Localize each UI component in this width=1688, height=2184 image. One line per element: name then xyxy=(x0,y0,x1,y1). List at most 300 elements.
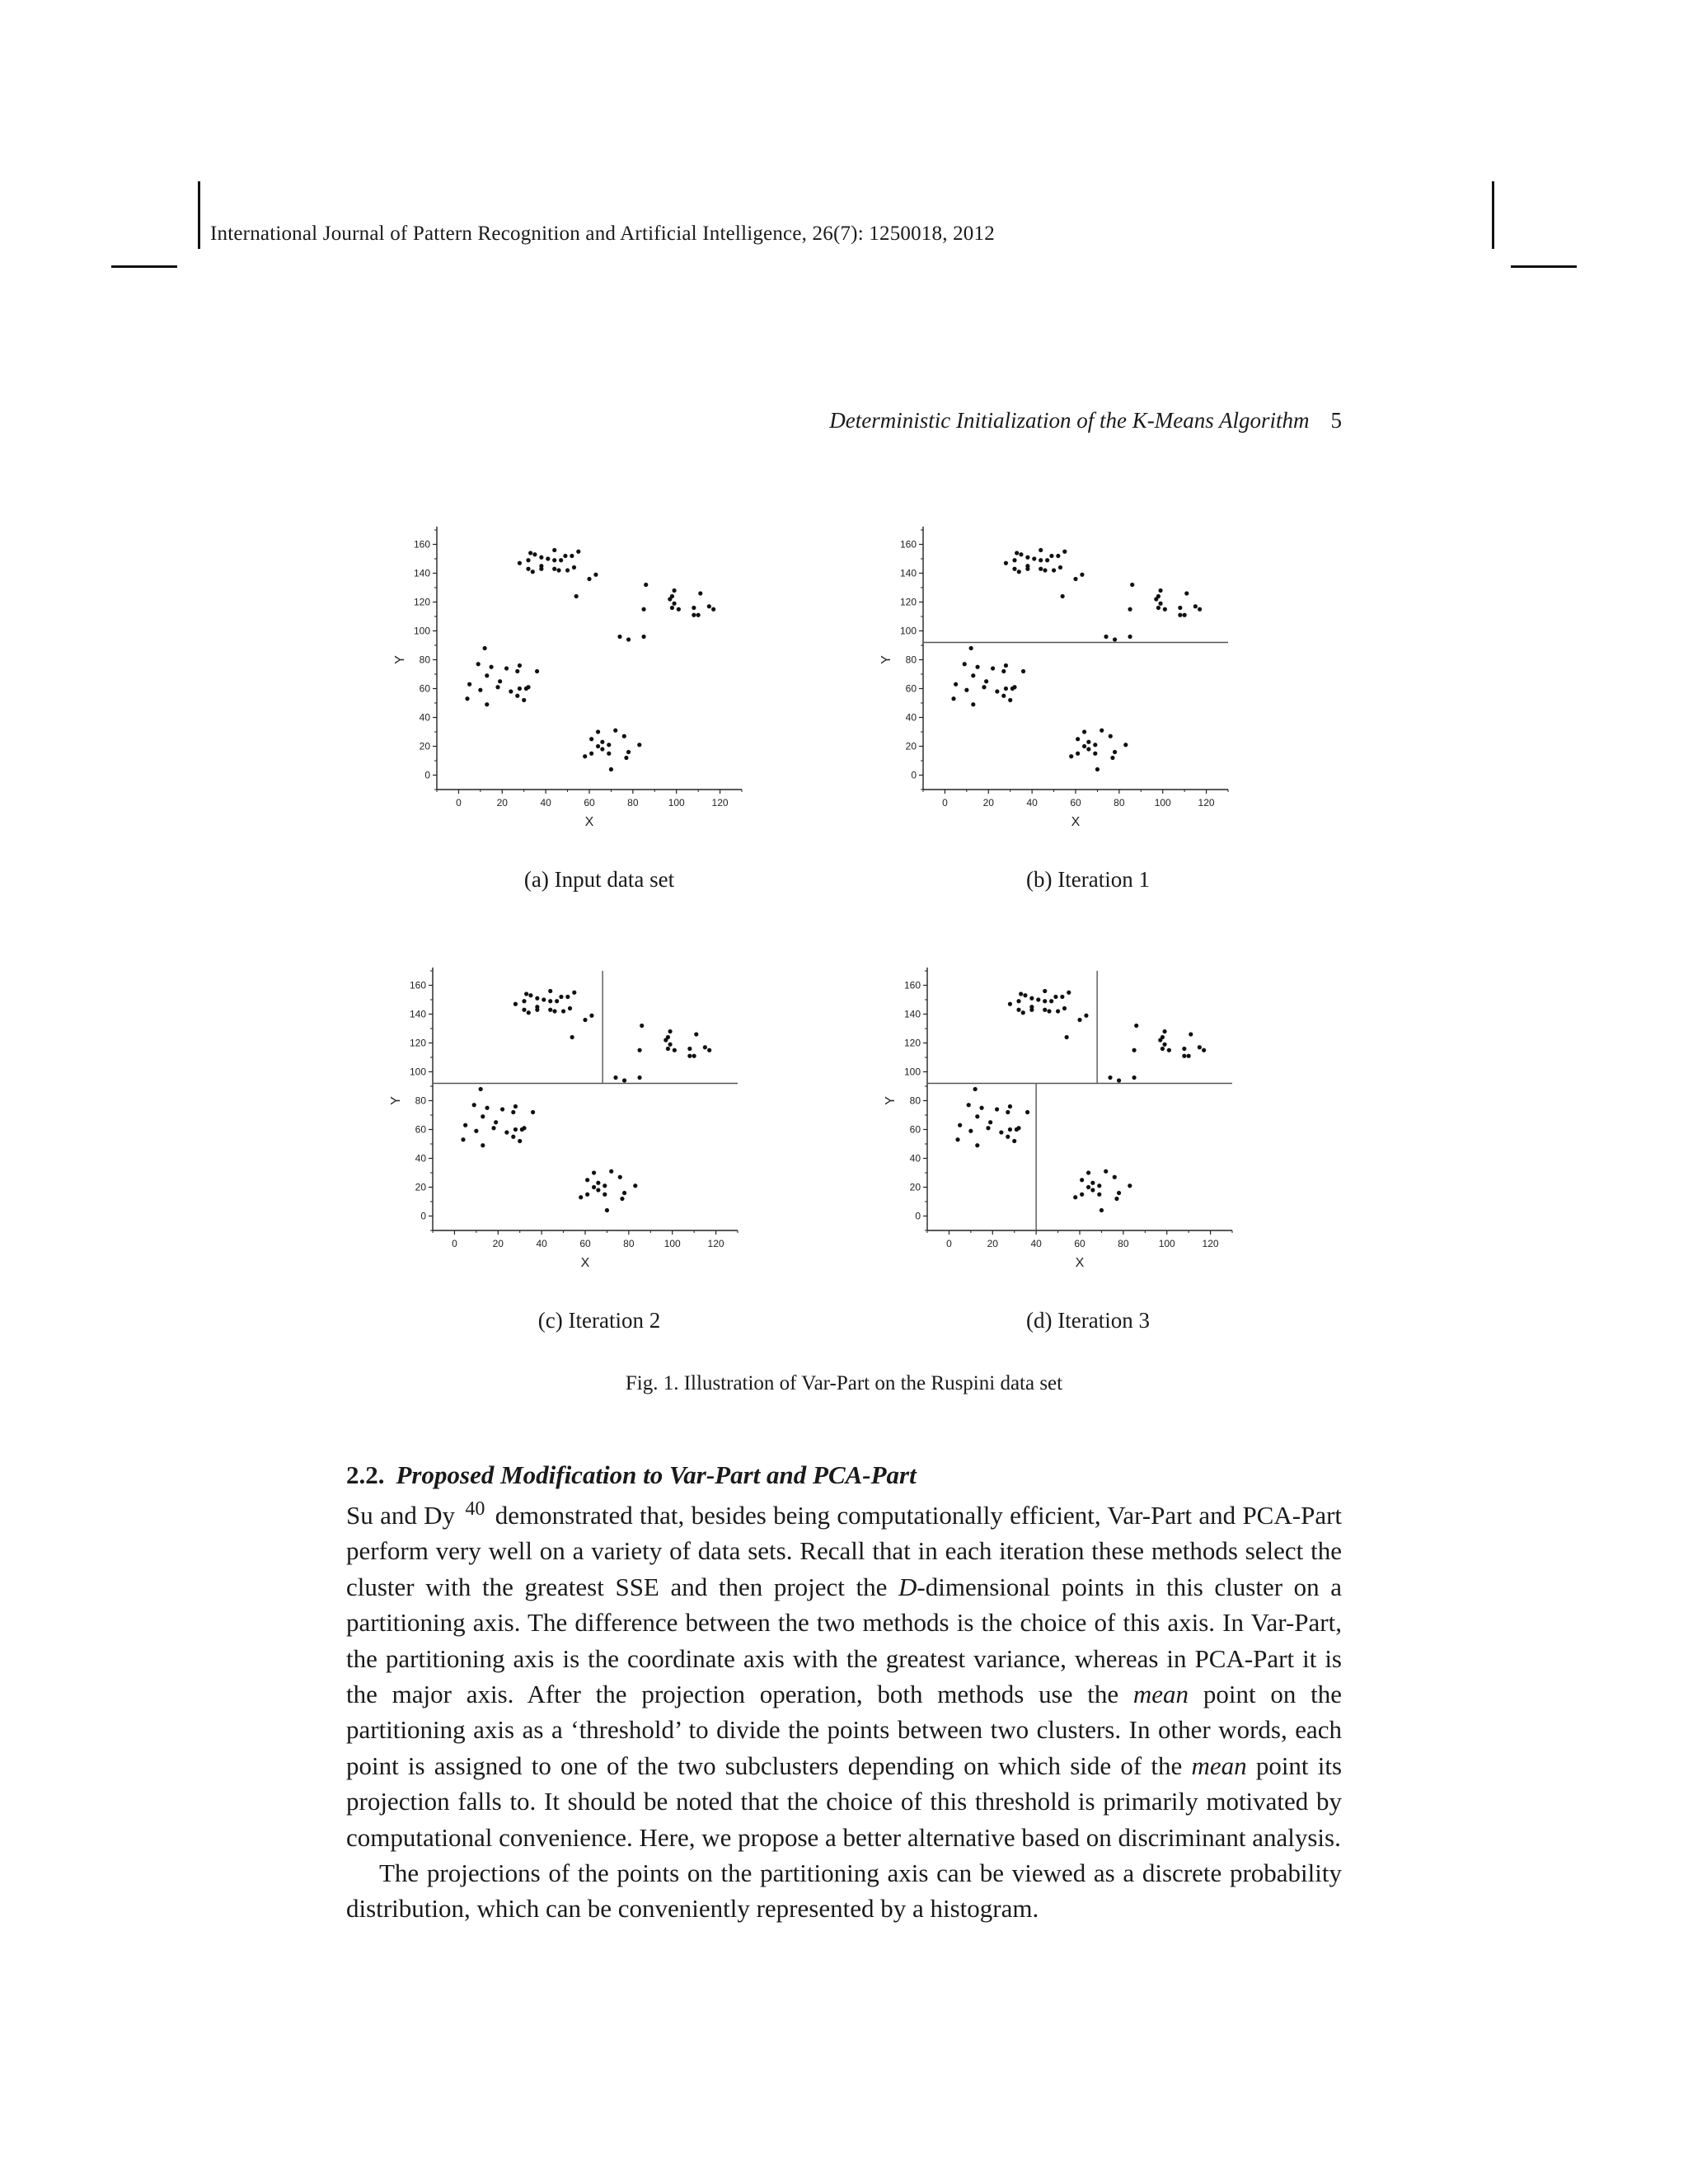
data-point xyxy=(1017,569,1021,574)
data-point xyxy=(1069,754,1073,758)
data-point xyxy=(572,991,576,995)
data-point xyxy=(644,583,648,587)
data-point xyxy=(637,743,641,747)
data-point xyxy=(969,646,973,650)
data-point xyxy=(626,750,631,754)
data-point xyxy=(524,991,528,996)
data-point xyxy=(1202,1048,1206,1052)
data-point xyxy=(1114,1197,1118,1201)
data-point xyxy=(1039,558,1043,562)
subcaption-b: (b) Iteration 1 xyxy=(1026,867,1150,892)
data-point xyxy=(1117,1191,1121,1195)
data-point xyxy=(532,552,537,556)
y-tick-label: 0 xyxy=(420,1210,426,1222)
data-point xyxy=(572,565,576,569)
y-tick-label: 60 xyxy=(419,682,430,695)
data-point xyxy=(1039,567,1043,571)
data-point xyxy=(476,662,481,666)
data-point xyxy=(526,558,530,562)
data-point xyxy=(1067,991,1071,995)
data-point xyxy=(1039,548,1043,552)
y-tick-label: 80 xyxy=(909,1094,921,1107)
y-tick-label: 80 xyxy=(905,654,917,666)
y-tick-label: 80 xyxy=(415,1094,426,1107)
x-tick-label: 60 xyxy=(584,797,595,808)
data-point xyxy=(975,1114,979,1118)
data-point xyxy=(1043,989,1047,993)
x-tick-label: 100 xyxy=(668,797,685,808)
y-axis-label: Y xyxy=(393,655,407,664)
data-point xyxy=(964,688,968,692)
y-tick-label: 20 xyxy=(415,1181,426,1193)
data-point xyxy=(1082,744,1086,748)
x-axis-label: X xyxy=(584,815,594,829)
text-run: -dimensional points in this cluster on a partitioning axis. The difference between the two methods is the choice of this axis. In Var-Part, the partitioning axis is the coordinate axis with the greatest variance, whereas in PCA-Part it is the major axis. After the projection operation, both methods use the xyxy=(346,1572,1343,1709)
data-point xyxy=(1016,1008,1020,1012)
data-point xyxy=(1056,554,1060,558)
data-point xyxy=(1104,635,1108,639)
data-point xyxy=(641,607,645,612)
data-point xyxy=(589,752,593,756)
data-point xyxy=(668,1029,672,1033)
y-tick-label: 100 xyxy=(409,1066,426,1078)
data-point xyxy=(465,696,469,701)
data-point xyxy=(559,558,563,562)
data-point xyxy=(596,1181,600,1185)
x-tick-label: 120 xyxy=(711,797,729,808)
y-tick-label: 160 xyxy=(413,538,430,551)
x-tick-label: 100 xyxy=(1154,797,1171,808)
data-point xyxy=(1167,1048,1171,1052)
x-axis-label: X xyxy=(1071,815,1081,829)
data-point xyxy=(513,1104,518,1108)
data-point xyxy=(1086,740,1090,744)
data-point xyxy=(1016,1126,1020,1130)
data-point xyxy=(1073,1195,1077,1199)
data-point xyxy=(589,737,593,741)
data-point xyxy=(552,567,556,571)
data-point xyxy=(991,666,995,670)
x-tick-label: 0 xyxy=(452,1238,457,1249)
x-tick-label: 20 xyxy=(982,797,994,808)
data-point xyxy=(518,687,522,691)
data-point xyxy=(967,1103,971,1107)
data-point xyxy=(986,1126,990,1130)
data-point xyxy=(1012,567,1016,571)
data-point xyxy=(1163,607,1167,612)
data-point xyxy=(988,1120,992,1124)
data-point xyxy=(1062,1006,1067,1010)
data-point xyxy=(1187,1054,1191,1058)
x-tick-label: 80 xyxy=(1114,797,1125,808)
data-point xyxy=(1132,1076,1136,1080)
data-point xyxy=(692,606,696,610)
scatter-svg-a xyxy=(387,515,783,845)
y-tick-label: 160 xyxy=(903,979,921,991)
data-point xyxy=(622,734,626,738)
data-point xyxy=(600,747,604,751)
x-tick-label: 20 xyxy=(496,797,508,808)
y-tick-label: 80 xyxy=(419,654,430,666)
data-point xyxy=(692,1054,696,1058)
y-tick-label: 0 xyxy=(424,769,430,781)
data-point xyxy=(576,550,580,554)
text-run: Su and Dy xyxy=(346,1501,456,1530)
data-point xyxy=(1086,1170,1090,1174)
data-point xyxy=(1060,995,1064,999)
data-point xyxy=(548,989,552,993)
y-axis-label: Y xyxy=(389,1096,403,1105)
reference-40: 40 xyxy=(465,1498,485,1520)
data-point xyxy=(954,682,958,687)
data-point xyxy=(703,1045,707,1049)
data-point xyxy=(535,669,539,673)
data-point xyxy=(1032,556,1036,560)
y-tick-label: 160 xyxy=(409,979,426,991)
text-run: point its projection falls to. It should be noted that the choice of this threshold is primarily motivated by computational convenience. Here, we propose a better alternative based on discriminant analysis. xyxy=(346,1750,1343,1852)
data-point xyxy=(1082,729,1086,733)
data-point xyxy=(531,569,535,574)
data-point xyxy=(467,682,471,687)
data-point xyxy=(603,1193,607,1197)
data-point xyxy=(1053,995,1057,999)
y-tick-label: 140 xyxy=(409,1008,426,1020)
data-point xyxy=(596,729,600,733)
data-point xyxy=(1128,1183,1132,1188)
x-tick-label: 120 xyxy=(1198,797,1215,808)
data-point xyxy=(1076,752,1080,756)
data-point xyxy=(1132,1048,1136,1052)
data-point xyxy=(1006,1135,1010,1139)
data-point xyxy=(526,685,530,689)
x-tick-label: 100 xyxy=(663,1238,681,1249)
x-tick-label: 120 xyxy=(707,1238,724,1249)
data-point xyxy=(1162,1029,1166,1033)
data-point xyxy=(618,1175,622,1179)
data-point xyxy=(666,1047,670,1051)
data-point xyxy=(491,1126,495,1130)
data-point xyxy=(592,1185,596,1189)
data-point xyxy=(1080,573,1084,577)
data-point xyxy=(483,646,487,650)
data-point xyxy=(637,1076,641,1080)
x-tick-label: 40 xyxy=(1026,797,1038,808)
data-point xyxy=(1113,1175,1117,1179)
data-point xyxy=(1090,1188,1095,1192)
x-tick-label: 100 xyxy=(1158,1238,1175,1249)
data-point xyxy=(1045,558,1049,562)
data-point xyxy=(511,1110,515,1114)
data-point xyxy=(1080,1193,1084,1197)
data-point xyxy=(587,577,591,581)
scatter-svg-c xyxy=(383,956,779,1286)
paragraph-1 xyxy=(346,1497,1342,1855)
data-point xyxy=(677,607,681,612)
data-point xyxy=(1008,1127,1012,1132)
data-point xyxy=(478,688,482,692)
data-point xyxy=(527,1010,531,1015)
scatter-plot-d xyxy=(878,956,1273,1286)
data-point xyxy=(515,669,519,673)
data-point xyxy=(605,1208,609,1212)
data-point xyxy=(1128,635,1132,639)
x-tick-label: 120 xyxy=(1202,1238,1219,1249)
data-point xyxy=(617,635,621,639)
emph-mean: mean xyxy=(1132,1680,1189,1709)
subcaption-c: (c) Iteration 2 xyxy=(537,1308,661,1333)
data-point xyxy=(489,665,493,669)
y-tick-label: 120 xyxy=(413,596,430,608)
data-point xyxy=(1058,565,1062,569)
y-tick-label: 120 xyxy=(903,1037,921,1049)
data-point xyxy=(1043,568,1047,572)
section-number: 2.2. xyxy=(346,1460,385,1489)
figure-caption: Fig. 1. Illustration of Var-Part on the Ruspini data set xyxy=(625,1372,1063,1394)
data-point xyxy=(565,995,570,999)
y-tick-label: 20 xyxy=(909,1181,921,1193)
data-point xyxy=(963,662,967,666)
data-point xyxy=(607,752,611,756)
data-point xyxy=(500,1107,504,1111)
data-point xyxy=(1084,1014,1088,1018)
data-point xyxy=(463,1123,467,1127)
data-point xyxy=(485,673,489,677)
y-tick-label: 100 xyxy=(899,625,917,637)
data-point xyxy=(1086,1185,1090,1189)
y-tick-label: 60 xyxy=(905,682,917,695)
data-point xyxy=(995,689,999,693)
data-point xyxy=(613,1076,617,1080)
data-point xyxy=(1178,613,1182,617)
data-point xyxy=(1090,1181,1095,1185)
x-tick-label: 20 xyxy=(492,1238,504,1249)
y-tick-label: 0 xyxy=(915,1210,921,1222)
data-point xyxy=(622,1078,626,1082)
scatter-svg-b xyxy=(874,515,1269,845)
data-point xyxy=(498,679,502,683)
data-point xyxy=(1156,594,1160,598)
data-point xyxy=(1019,552,1023,556)
data-point xyxy=(951,696,955,701)
y-tick-label: 120 xyxy=(409,1037,426,1049)
data-point xyxy=(504,666,509,670)
data-point xyxy=(1134,1024,1138,1028)
data-point xyxy=(1025,555,1029,560)
scatter-svg-d xyxy=(878,956,1273,1286)
data-point xyxy=(626,637,631,641)
x-tick-label: 60 xyxy=(1074,1238,1085,1249)
data-point xyxy=(707,604,711,608)
data-point xyxy=(622,1191,626,1195)
x-tick-label: 80 xyxy=(1118,1238,1129,1249)
data-point xyxy=(1109,734,1113,738)
data-point xyxy=(585,1178,589,1182)
data-point xyxy=(633,1183,637,1188)
y-tick-label: 60 xyxy=(415,1123,426,1136)
y-tick-label: 140 xyxy=(413,567,430,579)
data-point xyxy=(552,1009,556,1013)
data-point xyxy=(504,1130,509,1134)
data-point xyxy=(596,1188,600,1192)
data-point xyxy=(1008,698,1012,702)
data-point xyxy=(1062,550,1067,554)
data-point xyxy=(637,1048,641,1052)
page-number: 5 xyxy=(1330,408,1342,433)
data-point xyxy=(522,1126,526,1130)
data-point xyxy=(999,1130,1003,1134)
data-point xyxy=(485,702,489,706)
data-point xyxy=(1043,1008,1047,1012)
data-point xyxy=(1108,1076,1112,1080)
y-tick-label: 40 xyxy=(415,1152,426,1165)
data-point xyxy=(641,635,645,639)
data-point xyxy=(1065,1035,1069,1039)
scatter-plot-a xyxy=(387,515,783,845)
data-point xyxy=(1100,1208,1104,1212)
data-point xyxy=(546,556,550,560)
x-tick-label: 0 xyxy=(456,797,462,808)
data-point xyxy=(526,567,530,571)
data-point xyxy=(971,673,975,677)
data-point xyxy=(1049,999,1053,1003)
data-point xyxy=(518,1139,522,1143)
section-title: Proposed Modification to Var-Part and PCA-Part xyxy=(396,1460,917,1489)
data-point xyxy=(1076,737,1080,741)
x-tick-label: 0 xyxy=(946,1238,952,1249)
data-point xyxy=(1093,743,1097,747)
y-tick-label: 40 xyxy=(419,711,430,724)
data-point xyxy=(694,1032,698,1036)
data-point xyxy=(1023,993,1027,997)
data-point xyxy=(672,588,676,593)
y-tick-label: 100 xyxy=(413,625,430,637)
data-point xyxy=(563,554,567,558)
paragraph-2: The projections of the points on the partitioning axis can be viewed as a discrete probability distribution, which can be conveniently represented by a histogram. xyxy=(346,1858,1342,1924)
data-point xyxy=(1104,1169,1108,1174)
data-point xyxy=(1043,999,1047,1003)
x-tick-label: 80 xyxy=(623,1238,635,1249)
data-point xyxy=(1012,685,1016,689)
x-tick-label: 60 xyxy=(579,1238,591,1249)
body-text xyxy=(346,1497,1342,1927)
data-point xyxy=(1117,1078,1121,1082)
data-point xyxy=(1198,1045,1202,1049)
data-point xyxy=(461,1137,465,1141)
data-point xyxy=(592,1170,596,1174)
data-point xyxy=(1198,607,1202,612)
data-point xyxy=(620,1197,624,1201)
data-point xyxy=(559,995,563,999)
data-point xyxy=(1052,568,1056,572)
data-point xyxy=(1016,999,1020,1003)
x-axis-label: X xyxy=(1075,1256,1085,1270)
scatter-plot-c xyxy=(383,956,779,1286)
data-point xyxy=(670,594,674,598)
data-point xyxy=(1049,554,1053,558)
data-point xyxy=(995,1107,999,1111)
data-point xyxy=(711,607,715,612)
subcaption-a: (a) Input data set xyxy=(523,867,675,892)
data-point xyxy=(511,1135,515,1139)
math-d: D xyxy=(898,1572,917,1601)
data-point xyxy=(1178,606,1182,610)
data-point xyxy=(479,1087,483,1091)
data-point xyxy=(692,613,696,617)
data-point xyxy=(539,567,543,571)
subcaption-d: (d) Iteration 3 xyxy=(1026,1308,1150,1333)
data-point xyxy=(1073,577,1077,581)
data-point xyxy=(1036,997,1040,1001)
data-point xyxy=(570,1035,574,1039)
data-point xyxy=(1113,750,1117,754)
data-point xyxy=(1097,1183,1101,1188)
data-point xyxy=(528,551,532,555)
text-run: demonstrated that, besides being computationally efficient, Var-Part and PCA-Part perform very well on a variety of data sets. Recall that in each iteration these methods select the cluster with the greatest SSE and then project the xyxy=(346,1501,1343,1601)
data-point xyxy=(481,1143,485,1147)
data-point xyxy=(975,665,979,669)
data-point xyxy=(539,555,543,560)
data-point xyxy=(984,679,988,683)
data-point xyxy=(1008,1002,1012,1006)
data-point xyxy=(1130,583,1134,587)
data-point xyxy=(1004,663,1008,668)
data-point xyxy=(613,729,617,733)
data-point xyxy=(1182,1047,1186,1051)
data-point xyxy=(1004,687,1008,691)
data-point xyxy=(968,1129,973,1133)
data-point xyxy=(1086,747,1090,751)
y-tick-label: 40 xyxy=(905,711,917,724)
data-point xyxy=(1006,1110,1010,1114)
data-point xyxy=(528,993,532,997)
x-tick-label: 40 xyxy=(536,1238,547,1249)
data-point xyxy=(1021,669,1025,673)
data-point xyxy=(485,1106,489,1110)
data-point xyxy=(1012,1139,1016,1143)
data-point xyxy=(1113,637,1117,641)
data-point xyxy=(548,1008,552,1012)
data-point xyxy=(583,754,587,758)
running-head-title: Deterministic Initialization of the K-Means Algorithm xyxy=(829,408,1310,433)
data-point xyxy=(607,743,611,747)
data-point xyxy=(1189,1032,1193,1036)
data-point xyxy=(522,1008,526,1012)
data-point xyxy=(583,1018,587,1022)
data-point xyxy=(1004,561,1008,565)
data-point xyxy=(971,702,975,706)
data-point xyxy=(1123,743,1128,747)
data-point xyxy=(1183,613,1187,617)
data-point xyxy=(518,561,522,565)
data-point xyxy=(979,1106,983,1110)
data-point xyxy=(1158,588,1162,593)
data-point xyxy=(531,1110,535,1114)
y-tick-label: 140 xyxy=(899,567,917,579)
data-point xyxy=(958,1123,962,1127)
x-tick-label: 40 xyxy=(540,797,551,808)
data-point xyxy=(1095,767,1100,771)
data-point xyxy=(513,1127,518,1132)
y-tick-label: 160 xyxy=(899,538,917,551)
emph-mean: mean xyxy=(1191,1750,1247,1780)
x-tick-label: 80 xyxy=(627,797,639,808)
data-point xyxy=(600,740,604,744)
data-point xyxy=(696,613,701,617)
data-point xyxy=(982,685,986,689)
data-point xyxy=(561,1009,565,1013)
data-point xyxy=(698,591,702,595)
data-point xyxy=(609,767,613,771)
